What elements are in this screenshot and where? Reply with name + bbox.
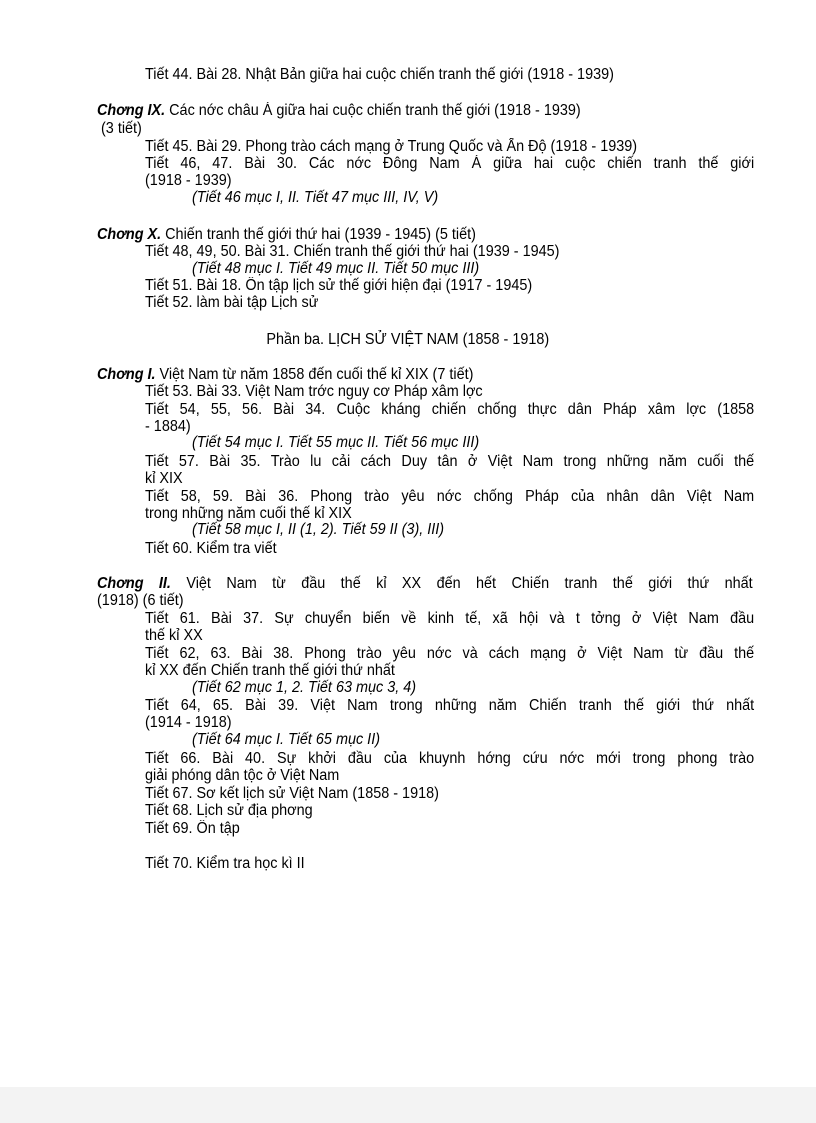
lesson-54-56	[145, 401, 754, 418]
chapter-10-label: Chơng X.	[97, 226, 162, 243]
chapter-II-hours: (1918) (6 tiết)	[97, 592, 184, 609]
lesson-68: Tiết 68. Lịch sử địa phơng	[145, 802, 313, 819]
chapter-II-title: Việt Nam từ đầu thế kỉ XX đến hết Chiến tranh thế giới thứ nhất	[170, 575, 753, 592]
chapter-10-hours: (5 tiết)	[431, 226, 476, 243]
lesson-58-59-line2: trong những năm cuối thế kỉ XIX	[145, 505, 352, 522]
part-3-years: (1858 - 1918)	[458, 331, 550, 348]
lesson-61	[145, 610, 754, 627]
chapter-10-title: Chiến tranh thế giới thứ hai (1939 - 1945)	[161, 226, 432, 243]
part-3-heading	[0, 331, 816, 348]
lesson-54-56-line1: Tiết 54, 55, 56. Bài 34. Cuộc kháng chiến chống thực dân Pháp xâm lợc (1858	[145, 401, 755, 418]
lesson-57	[145, 453, 754, 470]
chapter-I-hours: (7 tiết)	[428, 366, 474, 383]
lesson-45: Tiết 45. Bài 29. Phong trào cách mạng ở Trung Quốc và Ấn Độ (1918 - 1939)	[145, 138, 638, 155]
lesson-44: Tiết 44. Bài 28. Nhật Bản giữa hai cuộc chiến tranh thế giới (1918 - 1939)	[145, 66, 614, 83]
part-3-prefix: Phần ba.	[266, 331, 329, 348]
lesson-62-63-line1: Tiết 62, 63. Bài 38. Phong trào yêu nớc và cách mạng ở Việt Nam từ đầu thế	[145, 645, 755, 662]
lesson-58-59-line1: Tiết 58, 59. Bài 36. Phong trào yêu nớc chống Pháp của nhân dân Việt Nam	[145, 488, 755, 505]
lesson-46-47-years: (1918 - 1939)	[145, 172, 232, 189]
lesson-52: Tiết 52. làm bài tập Lịch sử	[145, 294, 319, 311]
chapter-9-label: Chơng IX.	[97, 102, 166, 119]
lesson-69: Tiết 69. Ôn tập	[145, 820, 240, 837]
lesson-54-56-years: - 1884)	[145, 418, 191, 435]
chapter-9-title: Các nớc châu Á giữa hai cuộc chiến tranh thế giới (1918 - 1939)	[165, 102, 581, 119]
chapter-II-heading	[97, 575, 753, 592]
chapter-I-title: Việt Nam từ năm 1858 đến cuối thế kỉ XIX	[155, 366, 429, 383]
lesson-53: Tiết 53. Bài 33. Việt Nam trớc nguy cơ Pháp xâm lợc	[145, 383, 483, 400]
part-3-title: LỊCH SỬ VIỆT NAM	[328, 331, 459, 348]
lesson-57-line1: Tiết 57. Bài 35. Trào lu cải cách Duy tân ở Việt Nam trong những năm cuối thế	[145, 453, 755, 470]
chapter-9-heading	[97, 102, 581, 119]
lesson-57-line2: kỉ XIX	[145, 470, 183, 487]
chapter-10-heading	[97, 226, 476, 243]
lesson-64-65-note: (Tiết 64 mục I. Tiết 65 mục II)	[192, 731, 381, 748]
chapter-9-hours: (3 tiết)	[101, 120, 142, 137]
page-bottom-strip	[0, 1087, 816, 1123]
lesson-66-line2: giải phóng dân tộc ở Việt Nam	[145, 767, 340, 784]
lesson-48-50: Tiết 48, 49, 50. Bài 31. Chiến tranh thế giới thứ hai (1939 - 1945)	[145, 243, 560, 260]
lesson-46-47	[145, 155, 754, 172]
lesson-58-59-note: (Tiết 58 mục I, II (1, 2). Tiết 59 II (3), III)	[192, 521, 445, 538]
lesson-64-65-years: (1914 - 1918)	[145, 714, 232, 731]
lesson-54-56-note: (Tiết 54 mục I. Tiết 55 mục II. Tiết 56 mục III)	[192, 434, 480, 451]
lesson-60: Tiết 60. Kiểm tra viết	[145, 540, 277, 557]
chapter-II-label: Chơng II.	[97, 575, 171, 592]
lesson-67: Tiết 67. Sơ kết lịch sử Việt Nam (1858 - 1918)	[145, 785, 439, 802]
chapter-I-heading	[97, 366, 473, 383]
lesson-46-47-line1: Tiết 46, 47. Bài 30. Các nớc Đông Nam Á giữa hai cuộc chiến tranh thế giới	[145, 155, 755, 172]
lesson-62-63-note: (Tiết 62 mục 1, 2. Tiết 63 mục 3, 4)	[192, 679, 417, 696]
lesson-66-line1: Tiết 66. Bài 40. Sự khởi đầu của khuynh hớng cứu nớc mới trong phong trào	[145, 750, 755, 767]
lesson-64-65	[145, 697, 754, 714]
lesson-64-65-line1: Tiết 64, 65. Bài 39. Việt Nam trong những năm Chiến tranh thế giới thứ nhất	[145, 697, 755, 714]
lesson-58-59	[145, 488, 754, 505]
lesson-48-50-note: (Tiết 48 mục I. Tiết 49 mục II. Tiết 50 mục III)	[192, 260, 480, 277]
lesson-51: Tiết 51. Bài 18. Ôn tập lịch sử thế giới hiện đại (1917 - 1945)	[145, 277, 533, 294]
lesson-61-line2: thế kỉ XX	[145, 627, 203, 644]
lesson-62-63	[145, 645, 754, 662]
lesson-61-line1: Tiết 61. Bài 37. Sự chuyển biến về kinh tế, xã hội và t tởng ở Việt Nam đầu	[145, 610, 755, 627]
lesson-46-47-note: (Tiết 46 mục I, II. Tiết 47 mục III, IV, V)	[192, 189, 439, 206]
lesson-66	[145, 750, 754, 767]
lesson-70: Tiết 70. Kiểm tra học kì II	[145, 855, 305, 872]
lesson-62-63-line2: kỉ XX đến Chiến tranh thế giới thứ nhất	[145, 662, 395, 679]
chapter-I-label: Chơng I.	[97, 366, 156, 383]
